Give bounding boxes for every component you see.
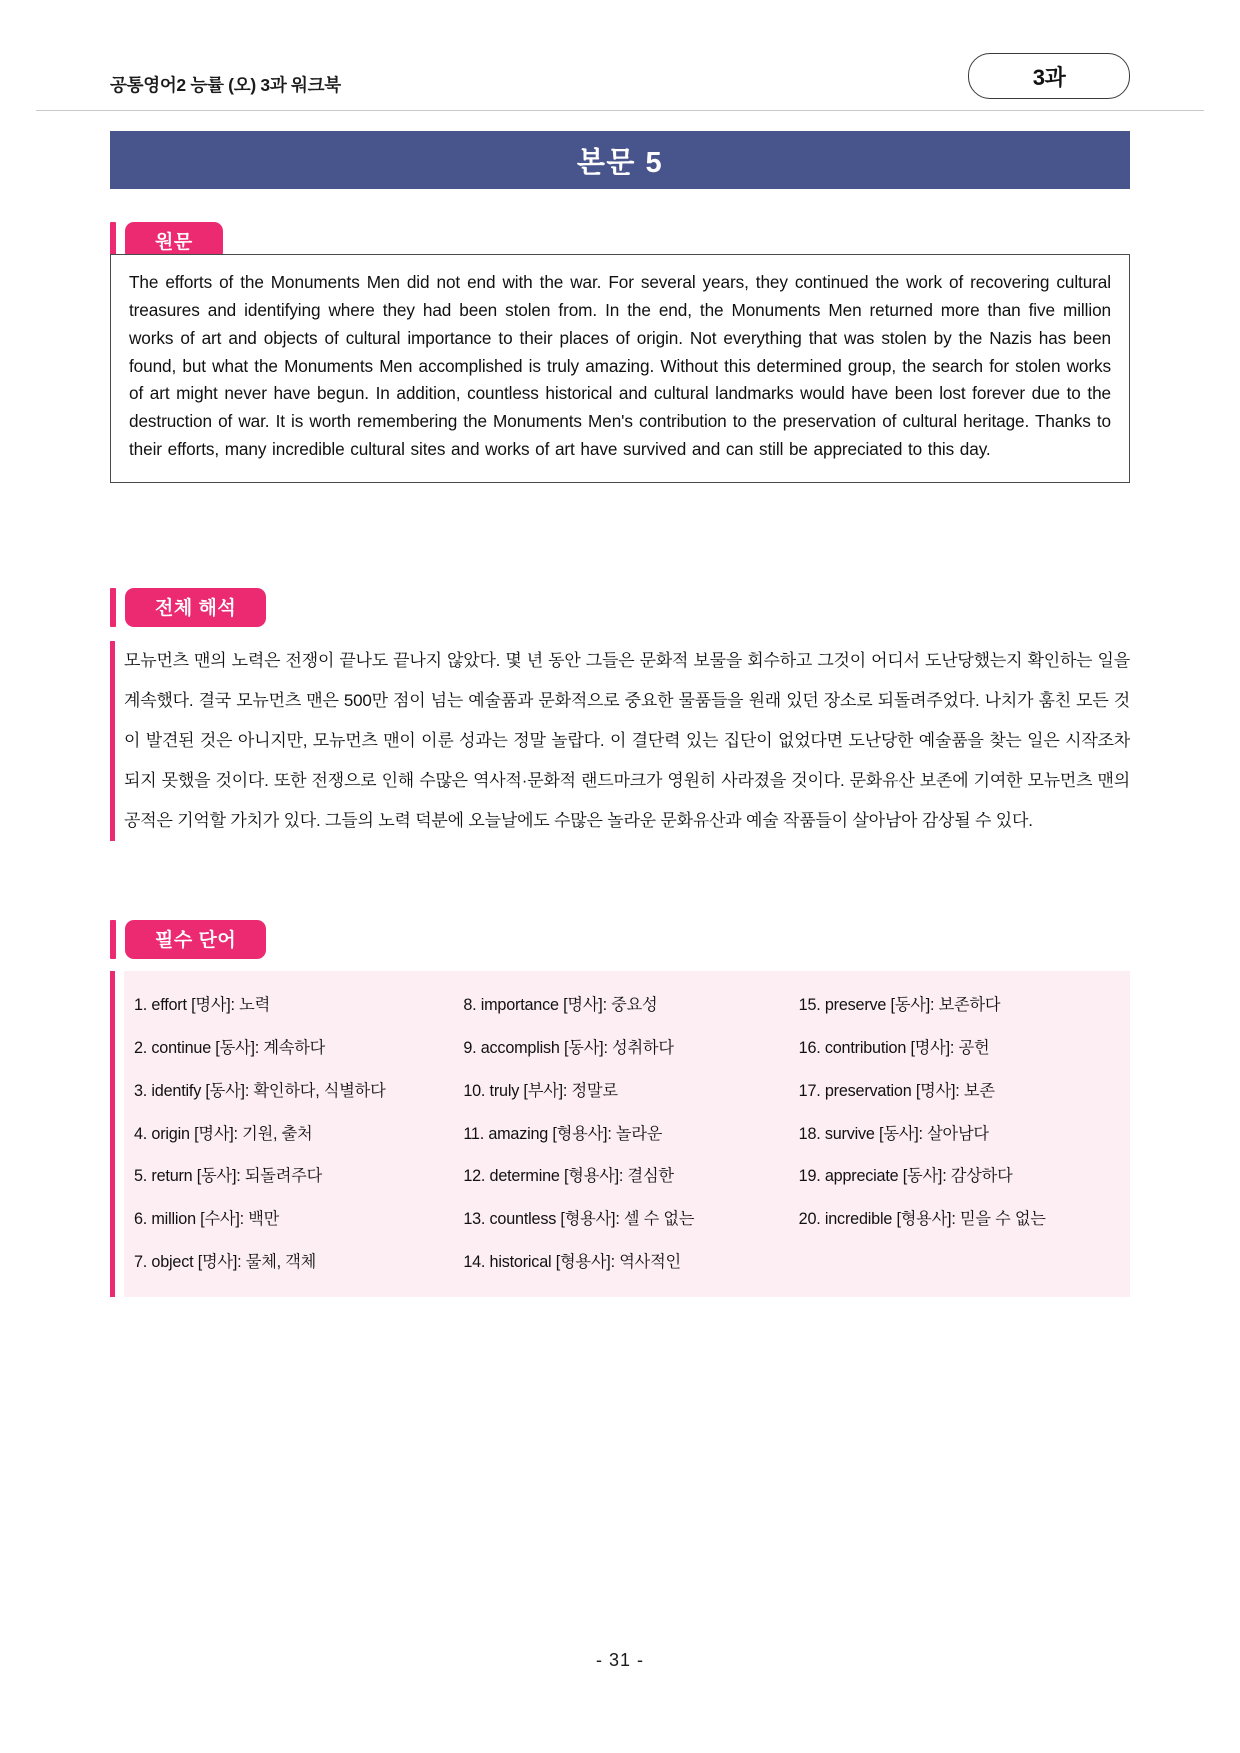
vocabulary-item: 10. truly [부사]: 정말로 <box>463 1081 618 1100</box>
translation-accent-bar <box>110 641 115 841</box>
vocabulary-item: 3. identify [동사]: 확인하다, 식별하다 <box>134 1081 386 1100</box>
vocabulary-column-1 <box>124 985 459 1285</box>
vocabulary-section <box>110 920 1130 1297</box>
header-divider <box>36 110 1204 111</box>
section-tab-original-label: 원문 <box>125 222 223 261</box>
section-tab-translation-label: 전체 해석 <box>125 588 266 627</box>
title-banner <box>110 131 1130 189</box>
header-title: 공통영어2 능률 (오) 3과 워크북 <box>110 75 341 95</box>
original-passage-text: The efforts of the Monuments Men did not end with the war. For several years, they continued the work of recovering cultural treasures and identifying where they had been stolen from. In the end, the Monuments Men returned more than five million works of art and objects of cultural importance to their places of origin. Not everything that was stolen by the Nazis has been found, but what the Monuments Men accomplished is truly amazing. Without this determined group, the search for stolen works of art might never have begun. In addition, countless historical and cultural landmarks would have been lost forever due to the destruction of war. It is worth remembering the Monuments Men's contribution to the preservation of cultural heritage. Thanks to their efforts, many incredible cultural sites and works of art have survived and can still be appreciated to this day. <box>129 272 1111 460</box>
vocabulary-item: 14. historical [형용사]: 역사적인 <box>463 1253 681 1272</box>
translation-body <box>110 641 1130 841</box>
vocabulary-item: 9. accomplish [동사]: 성취하다 <box>463 1038 674 1057</box>
vocabulary-item: 1. effort [명사]: 노력 <box>134 996 271 1014</box>
translation-section <box>110 588 1130 841</box>
lesson-badge: 3과 <box>968 53 1130 99</box>
vocabulary-item: 6. million [수사]: 백만 <box>134 1210 280 1229</box>
section-tab-vocabulary-label: 필수 단어 <box>125 920 266 959</box>
vocabulary-item: 15. preserve [동사]: 보존하다 <box>798 996 1001 1014</box>
vocabulary-item: 13. countless [형용사]: 셀 수 없는 <box>463 1210 695 1229</box>
original-passage-box <box>110 254 1130 483</box>
vocabulary-item: 12. determine [형용사]: 결심한 <box>463 1167 674 1186</box>
vocabulary-item: 20. incredible [형용사]: 믿을 수 없는 <box>798 1210 1046 1229</box>
vocabulary-item: 16. contribution [명사]: 공헌 <box>798 1038 990 1057</box>
vocabulary-item: 18. survive [동사]: 살아남다 <box>798 1124 989 1143</box>
vocabulary-accent-bar <box>110 971 115 1297</box>
vocabulary-item: 8. importance [명사]: 중요성 <box>463 996 658 1014</box>
page-number: - 31 - <box>595 1650 644 1670</box>
section-tab-vocabulary <box>110 920 1130 959</box>
vocabulary-item: 7. object [명사]: 물체, 객체 <box>134 1253 317 1272</box>
translation-text: 모뉴먼츠 맨의 노력은 전쟁이 끝나도 끝나지 않았다. 몇 년 동안 그들은 문화적 보물을 회수하고 그것이 어디서 도난당했는지 확인하는 일을 계속했다. 결국 모뉴먼츠 맨은 500만 점이 넘는 예술품과 문화적으로 중요한 물품들을 원래 있던 장소로 되돌려주었다. 나치가 훔친 모든 것이 발견된 것은 아니지만, 모뉴먼츠 맨이 이룬 성과는 정말 놀랍다. 이 결단력 있는 집단이 없었다면 도난당한 예술품을 찾는 일은 시작조차 되지 못했을 것이다. 또한 전쟁으로 인해 수많은 역사적·문화적 랜드마크가 영원히 사라졌을 것이다. 문화유산 보존에 기여한 모뉴먼츠 맨의 공적은 기억할 가치가 있다. 그들의 노력 덕분에 오늘날에도 수많은 놀라운 문화유산과 예술 작품들이 살아남아 감상될 수 있다. <box>124 651 1130 830</box>
vocabulary-item: 2. continue [동사]: 계속하다 <box>134 1038 326 1057</box>
vocabulary-grid <box>124 971 1130 1297</box>
vocabulary-item: 11. amazing [형용사]: 놀라운 <box>463 1124 663 1143</box>
section-tab-translation <box>110 588 1130 627</box>
vocabulary-item: 19. appreciate [동사]: 감상하다 <box>798 1167 1013 1186</box>
vocabulary-item: 5. return [동사]: 되돌려주다 <box>134 1167 323 1186</box>
page-header <box>110 58 1130 108</box>
page-title: 본문 5 <box>576 146 664 179</box>
vocabulary-item: 17. preservation [명사]: 보존 <box>798 1081 995 1100</box>
vocabulary-column-3 <box>795 985 1130 1285</box>
vocabulary-column-2 <box>459 985 794 1285</box>
vocabulary-body <box>110 971 1130 1297</box>
section-accent-bar <box>110 588 116 627</box>
vocabulary-item: 4. origin [명사]: 기원, 출처 <box>134 1124 313 1143</box>
section-accent-bar <box>110 920 116 959</box>
